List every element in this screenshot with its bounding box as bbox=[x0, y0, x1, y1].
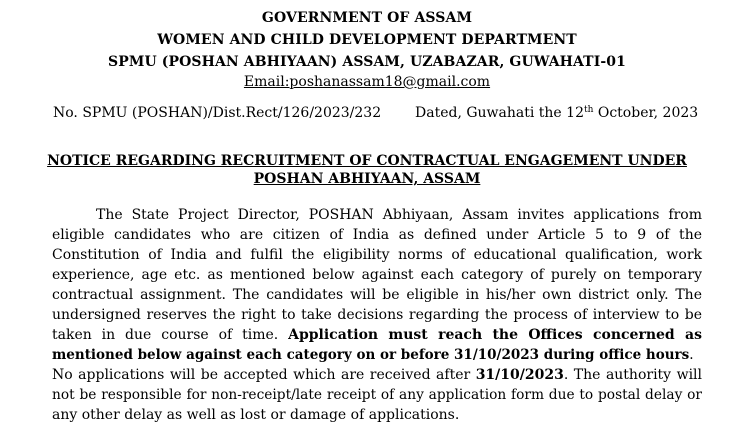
notice-title-line-1: NOTICE REGARDING RECRUITMENT OF CONTRACTUAL ENGAGEMENT UNDER bbox=[47, 153, 687, 169]
body-line: experience, age etc. as mentioned below against each category of purely on temporary bbox=[52, 267, 702, 283]
reference-date: Dated, Guwahati the 12th October, 2023 bbox=[415, 105, 699, 121]
body-line: eligible candidates who are citizen of India as defined under Article 5 to 9 of the bbox=[52, 227, 702, 243]
notice-title-line-2: POSHAN ABHIYAAN, ASSAM bbox=[253, 171, 481, 187]
body-line: not be responsible for non-receipt/late receipt of any application form due to postal delay or bbox=[52, 387, 702, 403]
header-department: WOMEN AND CHILD DEVELOPMENT DEPARTMENT bbox=[157, 32, 577, 48]
reference-number: No. SPMU (POSHAN)/Dist.Rect/126/2023/232 bbox=[53, 105, 382, 121]
body-line: The State Project Director, POSHAN Abhiyaan, Assam invites applications from bbox=[96, 207, 702, 223]
body-line: Constitution of India and fulfil the eligibility norms of educational qualification, work bbox=[52, 247, 702, 263]
body-line: any other delay as well as lost or damage of applications. bbox=[52, 407, 460, 423]
header-email: Email:poshanassam18@gmail.com bbox=[243, 74, 491, 90]
header-government: GOVERNMENT OF ASSAM bbox=[261, 10, 473, 26]
body-line: undersigned reserves the right to take decisions regarding the process of interview to be bbox=[52, 307, 702, 323]
header-office-address: SPMU (POSHAN ABHIYAAN) ASSAM, UZABAZAR, GUWAHATI-01 bbox=[108, 54, 626, 70]
body-line: contractual assignment. The candidates will be eligible in his/her own district only. The bbox=[52, 287, 702, 303]
body-line: mentioned below against each category on or before 31/10/2023 during office hours. bbox=[52, 347, 694, 363]
body-line: taken in due course of time. Application must reach the Offices concerned as bbox=[52, 327, 702, 343]
body-line: No applications will be accepted which are received after 31/10/2023. The authority will bbox=[52, 367, 702, 383]
